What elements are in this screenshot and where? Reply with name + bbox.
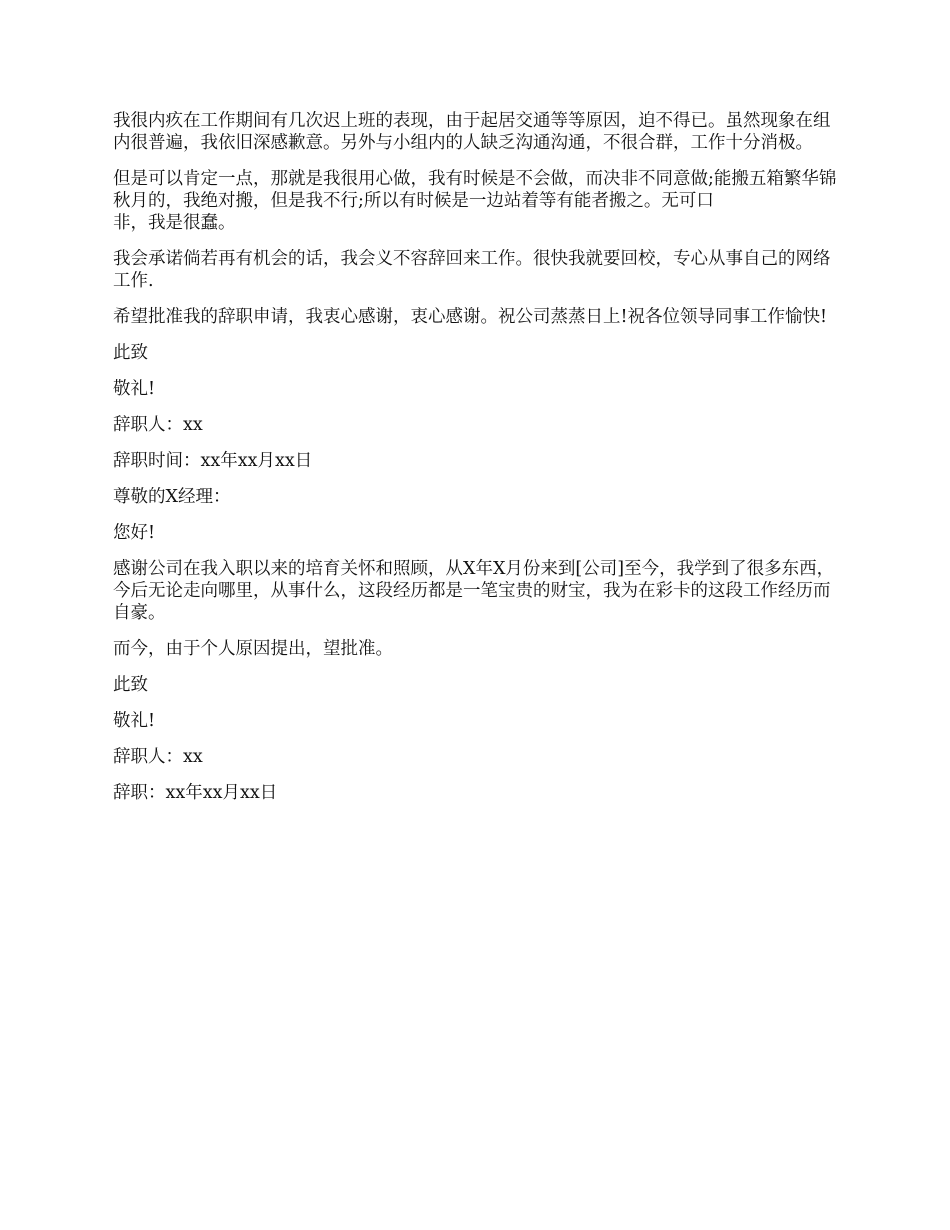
closing-regards-2: 敬礼! [113, 711, 156, 731]
paragraph-request: 希望批准我的辞职申请，我衷心感谢，衷心感谢。祝公司蒸蒸日上!祝各位领导同事工作愉快! [113, 307, 828, 327]
closing-salutation: 此致 [113, 343, 148, 363]
greeting-hello: 您好! [113, 523, 156, 543]
paragraph-reason: 而今，由于个人原因提出，望批准。 [113, 639, 393, 659]
paragraph-effort: 但是可以肯定一点，那就是我很用心做，我有时候是不会做，而决非不同意做;能搬五箱繁华锦秋月的，我绝对搬，但是我不行;所以有时候是一边站着等有能者搬之。无可口 非，我是很蠢。 [113, 169, 837, 233]
signature-date-2: 辞职：xx年xx月xx日 [113, 783, 278, 803]
closing-regards: 敬礼! [113, 379, 156, 399]
paragraph-thanks: 感谢公司在我入职以来的培育关怀和照顾，从X年X月份来到[公司]至今，我学到了很多东西，今后无论走向哪里，从事什么，这段经历都是一笔宝贵的财宝，我为在彩卡的这段工作经历而自豪。 [113, 559, 835, 623]
letter-body [113, 110, 843, 818]
signature-date: 辞职时间：xx年xx月xx日 [113, 451, 313, 471]
paragraph-apology: 我很内疚在工作期间有几次迟上班的表现，由于起居交通等等原因，迫不得已。虽然现象在组内很普遍，我依旧深感歉意。另外与小组内的人缺乏沟通沟通，不很合群，工作十分消极。 [113, 111, 831, 153]
signature-name-2: 辞职人：xx [113, 747, 203, 767]
paragraph-promise: 我会承诺倘若再有机会的话，我会义不容辞回来工作。很快我就要回校，专心从事自己的网络工作. [113, 249, 831, 291]
closing-salutation-2: 此致 [113, 675, 148, 695]
greeting-addressee: 尊敬的X经理： [113, 487, 231, 507]
signature-name: 辞职人：xx [113, 415, 203, 435]
